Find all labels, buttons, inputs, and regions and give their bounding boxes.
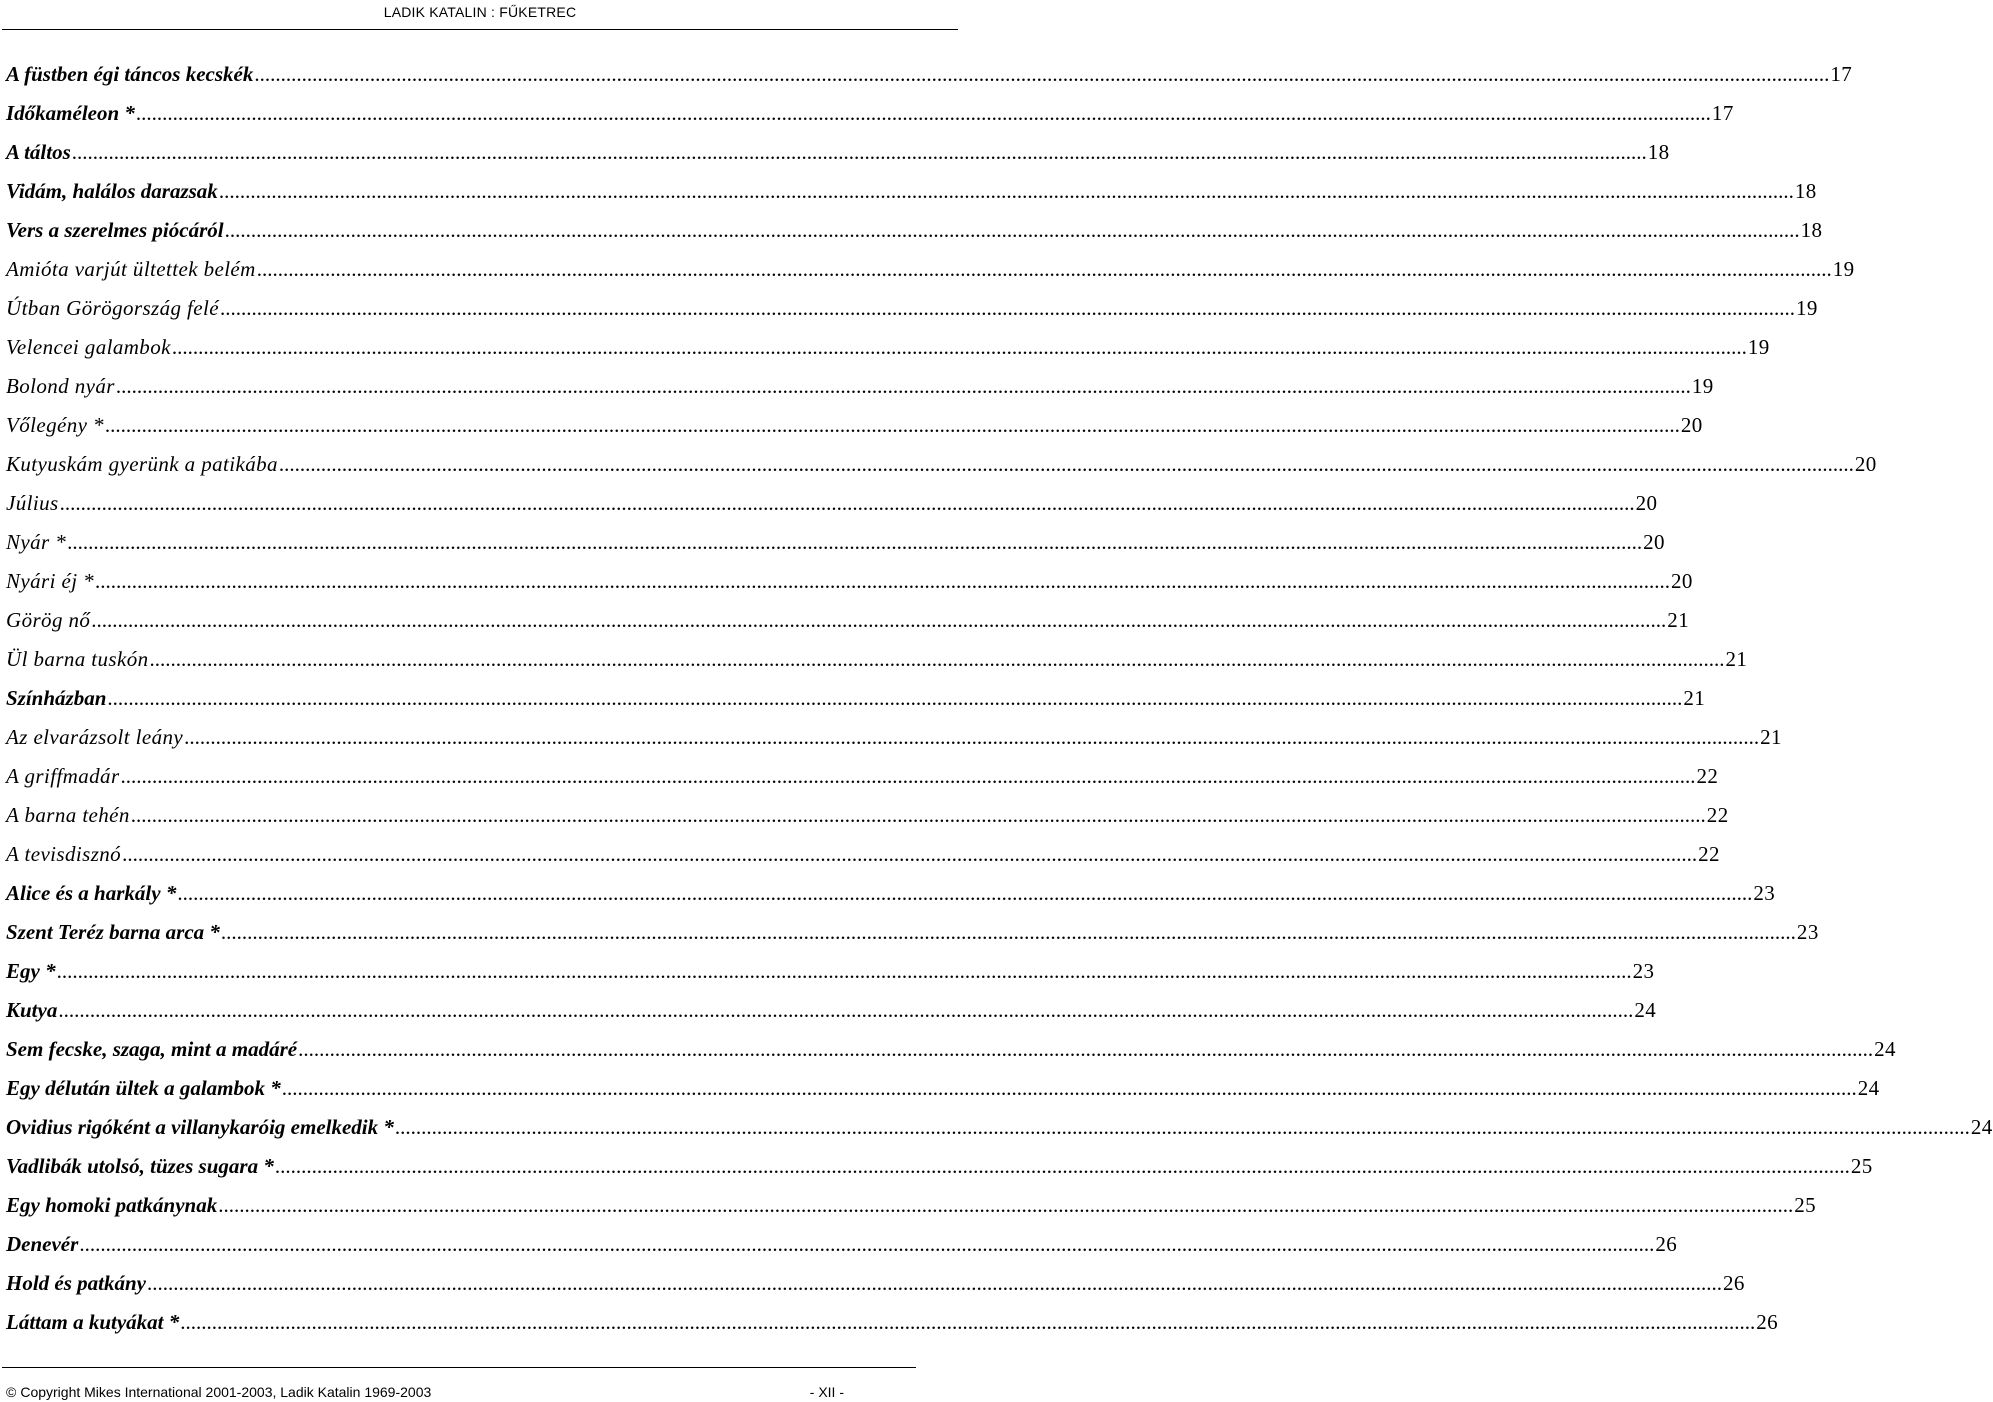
- toc-entry-page: 23: [1632, 959, 1655, 983]
- toc-entry-page: 21: [1667, 608, 1690, 632]
- table-of-contents: [6, 59, 1993, 1346]
- toc-entry-title: Nyári éj *: [6, 569, 94, 593]
- toc-entry-title: Nyár *: [6, 530, 67, 554]
- toc-entry: [6, 917, 1819, 956]
- running-header: LADIK KATALIN : FŰKETREC: [383, 4, 577, 20]
- toc-entry: [6, 332, 1770, 371]
- toc-entry-title: Vidám, halálos darazsak: [6, 179, 218, 203]
- dot-leader: ............................................................................................................................................................................................................................................................................................................: [171, 335, 1747, 359]
- toc-entry-page: 22: [1696, 764, 1719, 788]
- toc-entry: [6, 1307, 1779, 1346]
- toc-entry-title: Kutyuskám gyerünk a patikába: [6, 452, 278, 476]
- toc-entry: [6, 878, 1776, 917]
- toc-entry: [6, 254, 1855, 293]
- toc-entry-page: 20: [1680, 413, 1703, 437]
- toc-entry-page: 20: [1671, 569, 1693, 593]
- dot-leader: ............................................................................................................................................................................................................................................................................................................: [147, 1271, 1722, 1295]
- toc-entry: [6, 683, 1706, 722]
- toc-entry-title: Velencei galambok: [6, 335, 171, 359]
- dot-leader: ............................................................................................................................................................................................................................................................................................................: [184, 725, 1760, 749]
- toc-entry-title: A griffmadár: [6, 764, 120, 788]
- page-footer: [6, 1382, 844, 1402]
- dot-leader: ............................................................................................................................................................................................................................................................................................................: [218, 1193, 1794, 1217]
- dot-leader: ............................................................................................................................................................................................................................................................................................................: [254, 62, 1830, 86]
- dot-leader: ............................................................................................................................................................................................................................................................................................................: [149, 647, 1725, 671]
- header-rule: [2, 29, 958, 30]
- toc-entry-title: Vőlegény *: [6, 413, 104, 437]
- dot-leader: ............................................................................................................................................................................................................................................................................................................: [67, 530, 1643, 554]
- dot-leader: ............................................................................................................................................................................................................................................................................................................: [130, 803, 1706, 827]
- toc-entry: [6, 800, 1729, 839]
- toc-entry-page: 18: [1800, 218, 1823, 242]
- toc-entry-page: 20: [1854, 452, 1877, 476]
- dot-leader: ............................................................................................................................................................................................................................................................................................................: [220, 920, 1796, 944]
- toc-entry-title: Amióta varjút ültettek belém: [6, 257, 256, 281]
- toc-entry: [6, 839, 1720, 878]
- toc-entry: [6, 1190, 1817, 1229]
- toc-entry: [6, 1112, 1993, 1151]
- toc-entry: [6, 449, 1877, 488]
- toc-entry-page: 19: [1691, 374, 1714, 398]
- toc-entry: [6, 566, 1693, 605]
- dot-leader: ............................................................................................................................................................................................................................................................................................................: [56, 959, 1632, 983]
- toc-entry-page: 22: [1706, 803, 1729, 827]
- toc-entry: [6, 644, 1748, 683]
- toc-entry-title: Bolond nyár: [6, 374, 115, 398]
- toc-entry-title: Időkaméleon *: [6, 101, 135, 125]
- toc-entry: [6, 1151, 1873, 1190]
- toc-entry: [6, 761, 1719, 800]
- toc-entry-title: A tevisdisznó: [6, 842, 122, 866]
- dot-leader: ............................................................................................................................................................................................................................................................................................................: [394, 1115, 1970, 1139]
- toc-entry-title: Láttam a kutyákat *: [6, 1310, 180, 1334]
- toc-entry: [6, 722, 1782, 761]
- dot-leader: ............................................................................................................................................................................................................................................................................................................: [274, 1154, 1850, 1178]
- toc-entry-title: Alice és a harkály *: [6, 881, 177, 905]
- footer-rule: [2, 1367, 916, 1368]
- toc-entry-page: 26: [1723, 1271, 1745, 1295]
- toc-entry-page: 24: [1857, 1076, 1880, 1100]
- dot-leader: ............................................................................................................................................................................................................................................................................................................: [256, 257, 1832, 281]
- toc-entry: [6, 137, 1670, 176]
- toc-entry-page: 18: [1647, 140, 1670, 164]
- copyright-text: Copyright Mikes International 2001-2003, Ladik Katalin 1969-2003: [20, 1384, 432, 1400]
- dot-leader: ............................................................................................................................................................................................................................................................................................................: [79, 1232, 1655, 1256]
- dot-leader: ............................................................................................................................................................................................................................................................................................................: [135, 101, 1711, 125]
- toc-entry-page: 18: [1794, 179, 1817, 203]
- toc-entry-title: Egy délután ültek a galambok *: [6, 1076, 281, 1100]
- toc-entry-page: 19: [1795, 296, 1818, 320]
- toc-entry-title: Útban Görögország felé: [6, 296, 219, 320]
- toc-entry-title: Az elvarázsolt leány: [6, 725, 184, 749]
- toc-entry: [6, 293, 1818, 332]
- toc-entry: [6, 176, 1817, 215]
- toc-entry-page: 26: [1756, 1310, 1779, 1334]
- toc-entry-page: 20: [1643, 530, 1665, 554]
- dot-leader: ............................................................................................................................................................................................................................................................................................................: [278, 452, 1854, 476]
- toc-entry-page: 21: [1760, 725, 1782, 749]
- toc-entry-title: Denevér: [6, 1232, 79, 1256]
- toc-entry-title: Kutya: [6, 998, 58, 1022]
- toc-entry-title: Ovidius rigóként a villanykaróig emelkedik *: [6, 1115, 394, 1139]
- toc-entry: [6, 527, 1665, 566]
- toc-entry-page: 20: [1635, 491, 1658, 515]
- toc-entry-title: A táltos: [6, 140, 71, 164]
- toc-entry: [6, 488, 1658, 527]
- toc-entry-title: A füstben égi táncos kecskék: [6, 62, 254, 86]
- dot-leader: ............................................................................................................................................................................................................................................................................................................: [95, 569, 1670, 593]
- dot-leader: ............................................................................................................................................................................................................................................................................................................: [298, 1037, 1874, 1061]
- toc-entry: [6, 371, 1714, 410]
- toc-entry-title: Színházban: [6, 686, 107, 710]
- copyright-icon: ©: [6, 1384, 17, 1400]
- dot-leader: ............................................................................................................................................................................................................................................................................................................: [224, 218, 1800, 242]
- toc-entry-title: Vers a szerelmes piócáról: [6, 218, 224, 242]
- toc-entry: [6, 1268, 1745, 1307]
- toc-entry-title: Egy homoki patkánynak: [6, 1193, 218, 1217]
- toc-entry: [6, 98, 1734, 137]
- toc-entry-title: Sem fecske, szaga, mint a madáré: [6, 1037, 298, 1061]
- dot-leader: ............................................................................................................................................................................................................................................................................................................: [104, 413, 1680, 437]
- dot-leader: ............................................................................................................................................................................................................................................................................................................: [180, 1310, 1756, 1334]
- toc-entry-page: 25: [1794, 1193, 1817, 1217]
- toc-entry-page: 17: [1830, 62, 1853, 86]
- toc-entry-title: Egy *: [6, 959, 56, 983]
- dot-leader: ............................................................................................................................................................................................................................................................................................................: [281, 1076, 1857, 1100]
- dot-leader: ............................................................................................................................................................................................................................................................................................................: [115, 374, 1691, 398]
- toc-entry-page: 26: [1655, 1232, 1678, 1256]
- toc-entry-title: Szent Teréz barna arca *: [6, 920, 220, 944]
- toc-entry-page: 25: [1850, 1154, 1873, 1178]
- toc-entry-page: 19: [1747, 335, 1770, 359]
- toc-entry-page: 17: [1711, 101, 1734, 125]
- footer-copyright: [6, 1382, 431, 1402]
- toc-entry-page: 23: [1753, 881, 1776, 905]
- toc-entry: [6, 215, 1823, 254]
- toc-entry: [6, 1229, 1678, 1268]
- toc-entry-title: Görög nő: [6, 608, 91, 632]
- dot-leader: ............................................................................................................................................................................................................................................................................................................: [219, 296, 1795, 320]
- toc-entry-page: 23: [1796, 920, 1819, 944]
- toc-entry-title: Ül barna tuskón: [6, 647, 149, 671]
- page-number: - XII -: [809, 1384, 844, 1400]
- toc-entry-page: 24: [1970, 1115, 1993, 1139]
- toc-entry-page: 21: [1725, 647, 1748, 671]
- toc-entry: [6, 1073, 1880, 1112]
- toc-entry-page: 24: [1874, 1037, 1896, 1061]
- dot-leader: ............................................................................................................................................................................................................................................................................................................: [177, 881, 1753, 905]
- dot-leader: ............................................................................................................................................................................................................................................................................................................: [122, 842, 1698, 866]
- toc-entry-title: Hold és patkány: [6, 1271, 146, 1295]
- dot-leader: ............................................................................................................................................................................................................................................................................................................: [107, 686, 1683, 710]
- toc-entry: [6, 995, 1657, 1034]
- dot-leader: ............................................................................................................................................................................................................................................................................................................: [71, 140, 1647, 164]
- dot-leader: ............................................................................................................................................................................................................................................................................................................: [218, 179, 1794, 203]
- toc-entry: [6, 59, 1853, 98]
- toc-entry-page: 22: [1698, 842, 1720, 866]
- toc-entry-page: 24: [1634, 998, 1657, 1022]
- toc-entry-title: Július: [6, 491, 59, 515]
- toc-entry: [6, 1034, 1896, 1073]
- toc-entry-title: Vadlibák utolsó, tüzes sugara *: [6, 1154, 274, 1178]
- toc-entry-page: 19: [1832, 257, 1855, 281]
- toc-entry: [6, 956, 1655, 995]
- dot-leader: ............................................................................................................................................................................................................................................................................................................: [59, 491, 1635, 515]
- dot-leader: ............................................................................................................................................................................................................................................................................................................: [58, 998, 1634, 1022]
- toc-entry-title: A barna tehén: [6, 803, 130, 827]
- toc-entry: [6, 410, 1703, 449]
- dot-leader: ............................................................................................................................................................................................................................................................................................................: [91, 608, 1667, 632]
- dot-leader: ............................................................................................................................................................................................................................................................................................................: [120, 764, 1696, 788]
- toc-entry-page: 21: [1683, 686, 1706, 710]
- toc-entry: [6, 605, 1690, 644]
